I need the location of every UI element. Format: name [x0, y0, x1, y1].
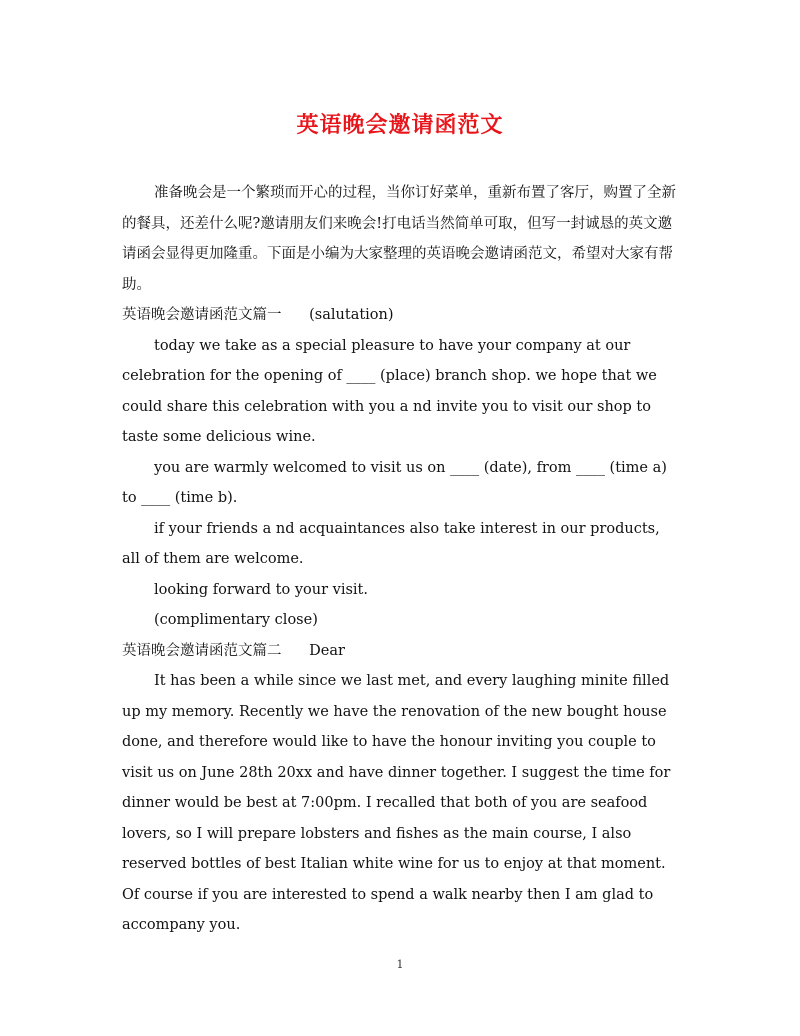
section-1-paragraph: today we take as a special pleasure to have your company at our celebration for the opening of ____ (place) branch shop. we hope that we could share this celebration with you a nd invite you to visit our shop to taste some delicious wine.: [122, 337, 657, 445]
document-body: [122, 178, 677, 941]
section-1-paragraph: if your friends a nd acquaintances also take interest in our products, all of them are welcome.: [122, 520, 660, 567]
intro-paragraph: 准备晚会是一个繁琐而开心的过程，当你订好菜单，重新布置了客厅，购置了全新的餐具，还差什么呢?邀请朋友们来晚会!打电话当然简单可取，但写一封诚恳的英文邀请函会显得更加隆重。下面是小编为大家整理的英语晚会邀请函范文，希望对大家有帮助。: [122, 185, 676, 293]
section-2-paragraph: It has been a while since we last met, and every laughing minite filled up my memory. Recently we have the renovation of the new bought house done, and therefore would like to have the honour inviting you couple to visit us on June 28th 20xx and have dinner together. I suggest the time for dinner would be best at 7:00pm. I recalled that both of you are seafood lovers, so I will prepare lobsters and fishes as the main course, I also reserved bottles of best Italian white wine for us to enjoy at that moment. Of course if you are interested to spend a walk nearby then I am glad to accompany you.: [122, 673, 671, 933]
document-title: 英语晚会邀请函范文: [296, 112, 504, 138]
section-2-heading: 英语晚会邀请函范文篇二 Dear: [122, 642, 345, 659]
page-number: 1: [396, 958, 404, 971]
section-1-paragraph: looking forward to your visit.: [154, 581, 368, 598]
section-1-paragraph: you are warmly welcomed to visit us on ____ (date), from ____ (time a) to ____ (time b).: [122, 459, 667, 506]
section-1-heading: 英语晚会邀请函范文篇一 (salutation): [122, 307, 394, 323]
section-1-paragraph: (complimentary close): [154, 612, 318, 628]
